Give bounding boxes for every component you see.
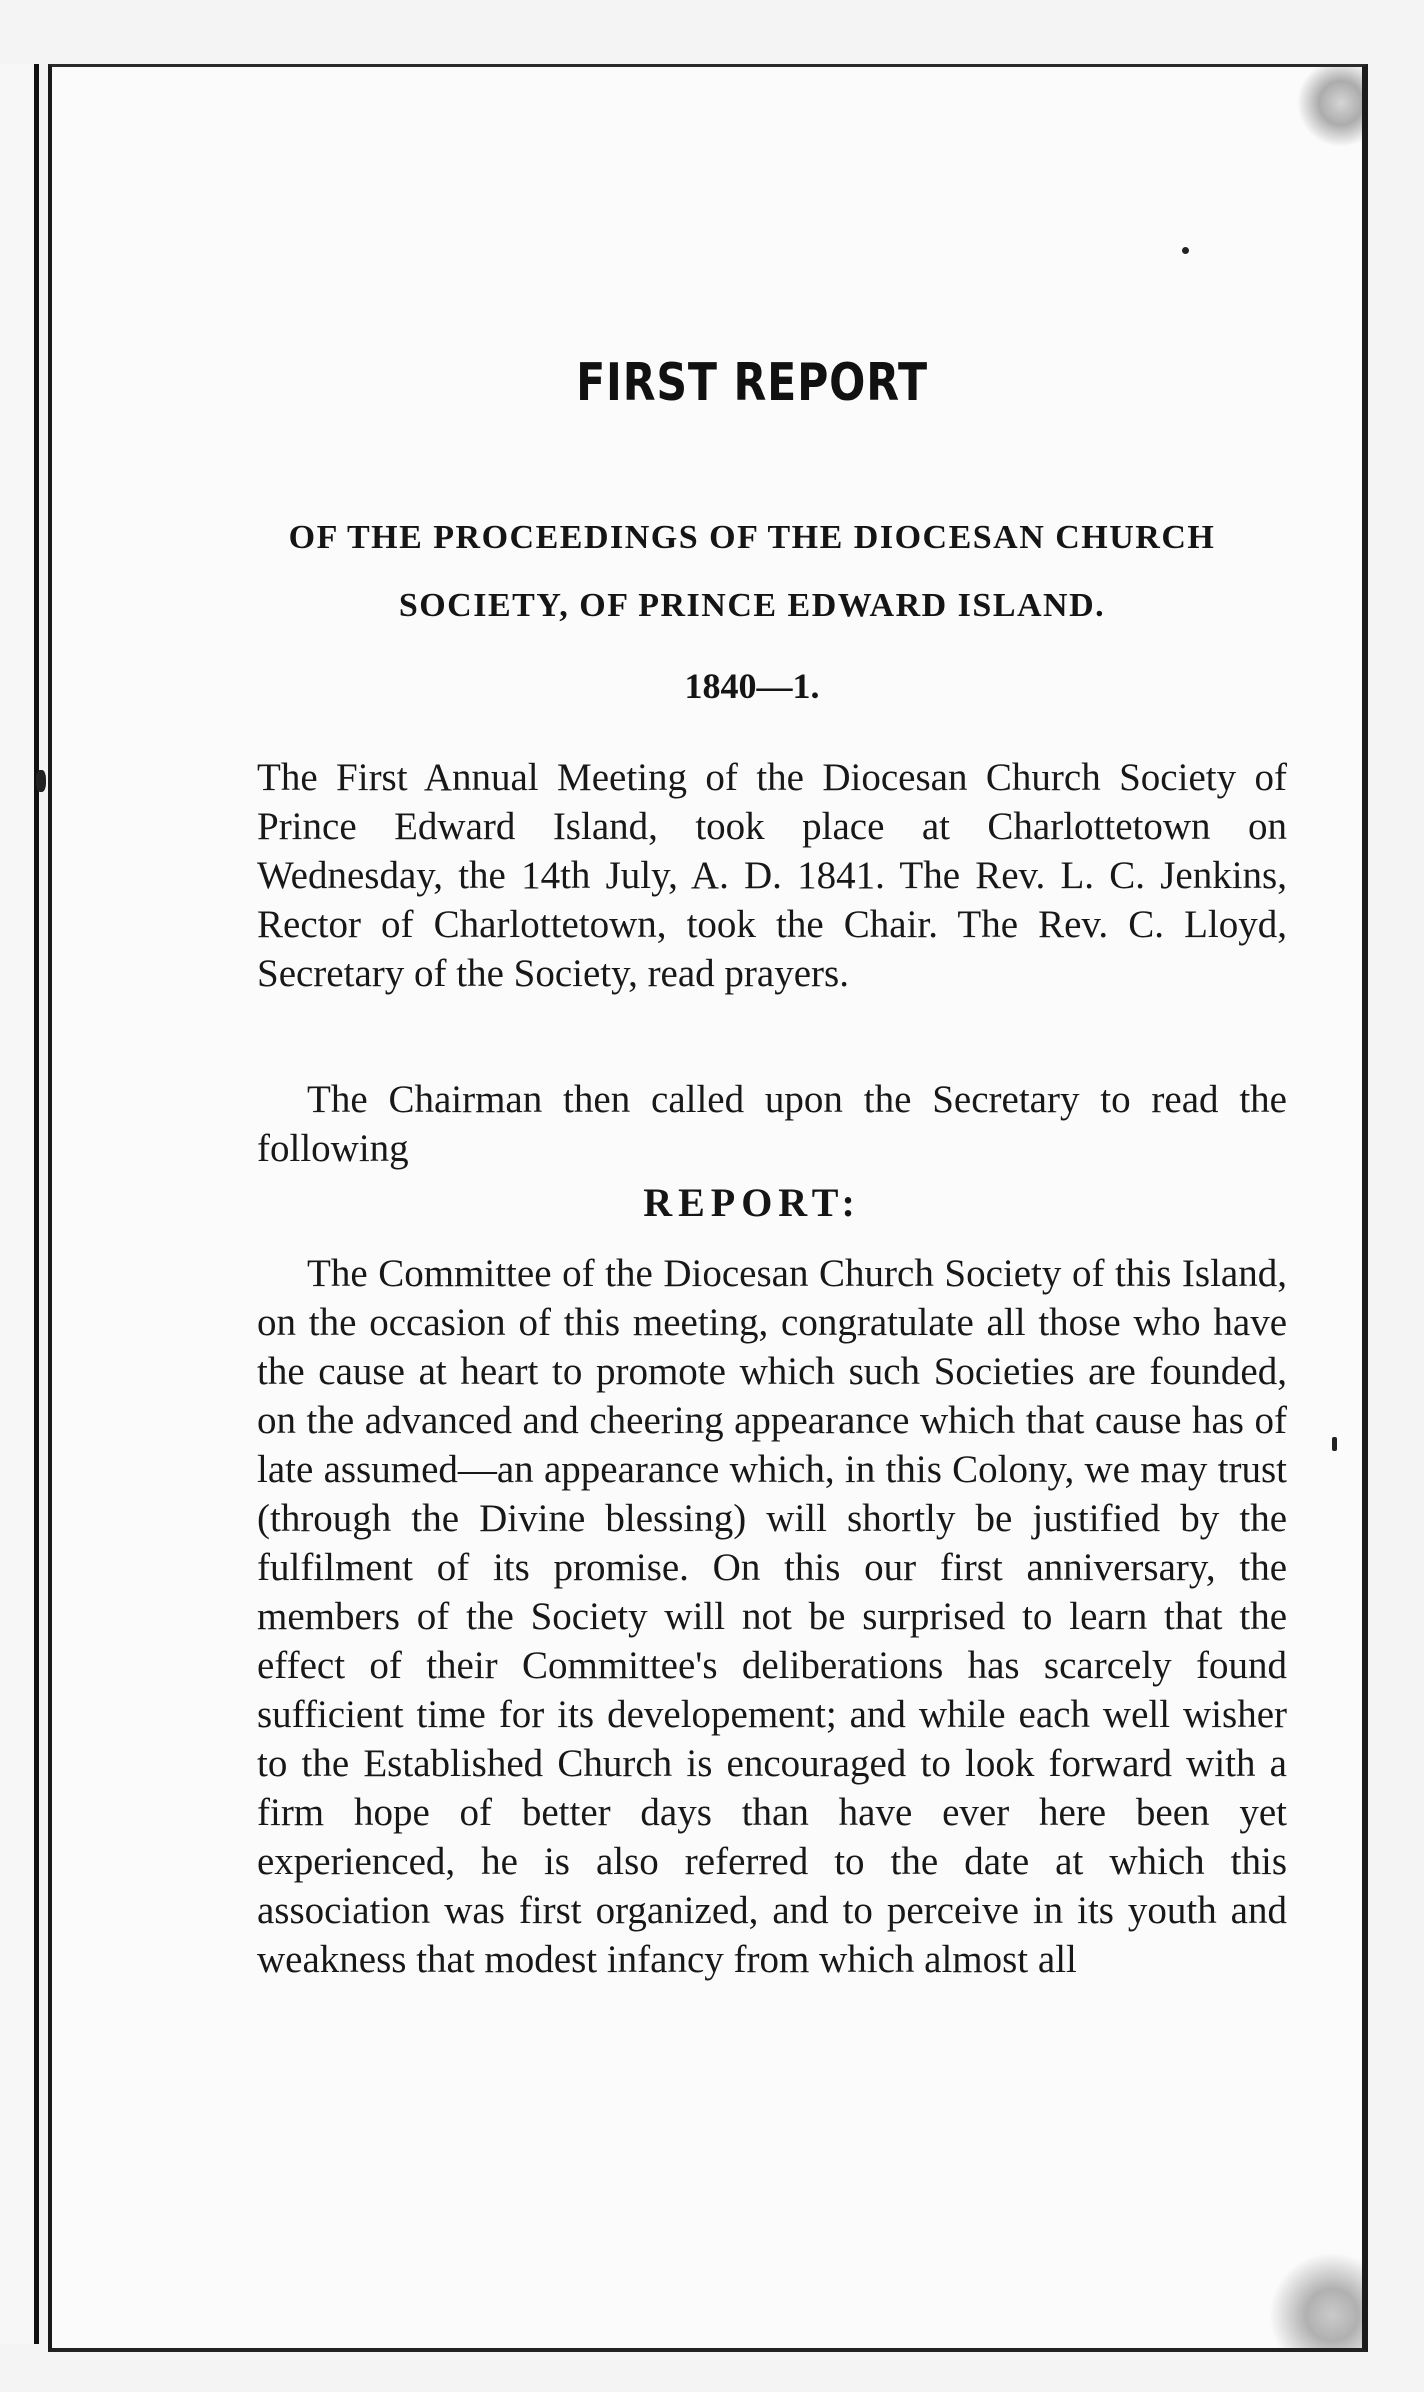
report-heading: REPORT: [643, 1180, 861, 1225]
report-paragraph: The Committee of the Diocesan Church Society of this Island, on the occasion of this meeting, congratulate all those who have the cause at heart to promote which such Societies are founded, on the advanced and cheering appearance which that cause has of late assumed—an appearance which, in this Colony, we may trust (through the Divine blessing) will shortly be justified by the fulfilment of its promise. On this our first anniversary, the members of the Society will not be surprised to learn that the effect of their Committee's deliberations has scarcely found sufficient time for its developement; and while each well wisher to the Established Church is encouraged to look forward with a firm hope of better days than have ever here been yet experienced, he is also referred to the date at which this association was first organized, and to perceive in its youth and weakness that modest infancy from which almost all [257, 1252, 1287, 1981]
chairman-paragraph: The Chairman then called upon the Secretary to read the following [257, 1078, 1287, 1170]
subtitle-line-2: SOCIETY, OF PRINCE EDWARD ISLAND. [398, 587, 1106, 624]
previous-page-edge [0, 64, 39, 2344]
report-year: 1840—1. [684, 666, 820, 706]
document-page [48, 64, 1368, 2352]
corner-damage-top [1292, 67, 1362, 157]
page-title: FIRST REPORT [576, 353, 928, 413]
text-content [217, 67, 1287, 2267]
binding-mark [36, 770, 46, 792]
subtitle-line-1: OF THE PROCEEDINGS OF THE DIOCESAN CHURCH [288, 519, 1216, 556]
speck-mark [1332, 1437, 1337, 1451]
intro-paragraph: The First Annual Meeting of the Diocesan Church Society of Prince Edward Island, took place at Charlottetown on Wednesday, the 14th July, A. D. 1841. The Rev. L. C. Jenkins, Rector of Charlottetown, took the Chair. The Rev. C. Lloyd, Secretary of the Society, read prayers. [257, 756, 1287, 995]
